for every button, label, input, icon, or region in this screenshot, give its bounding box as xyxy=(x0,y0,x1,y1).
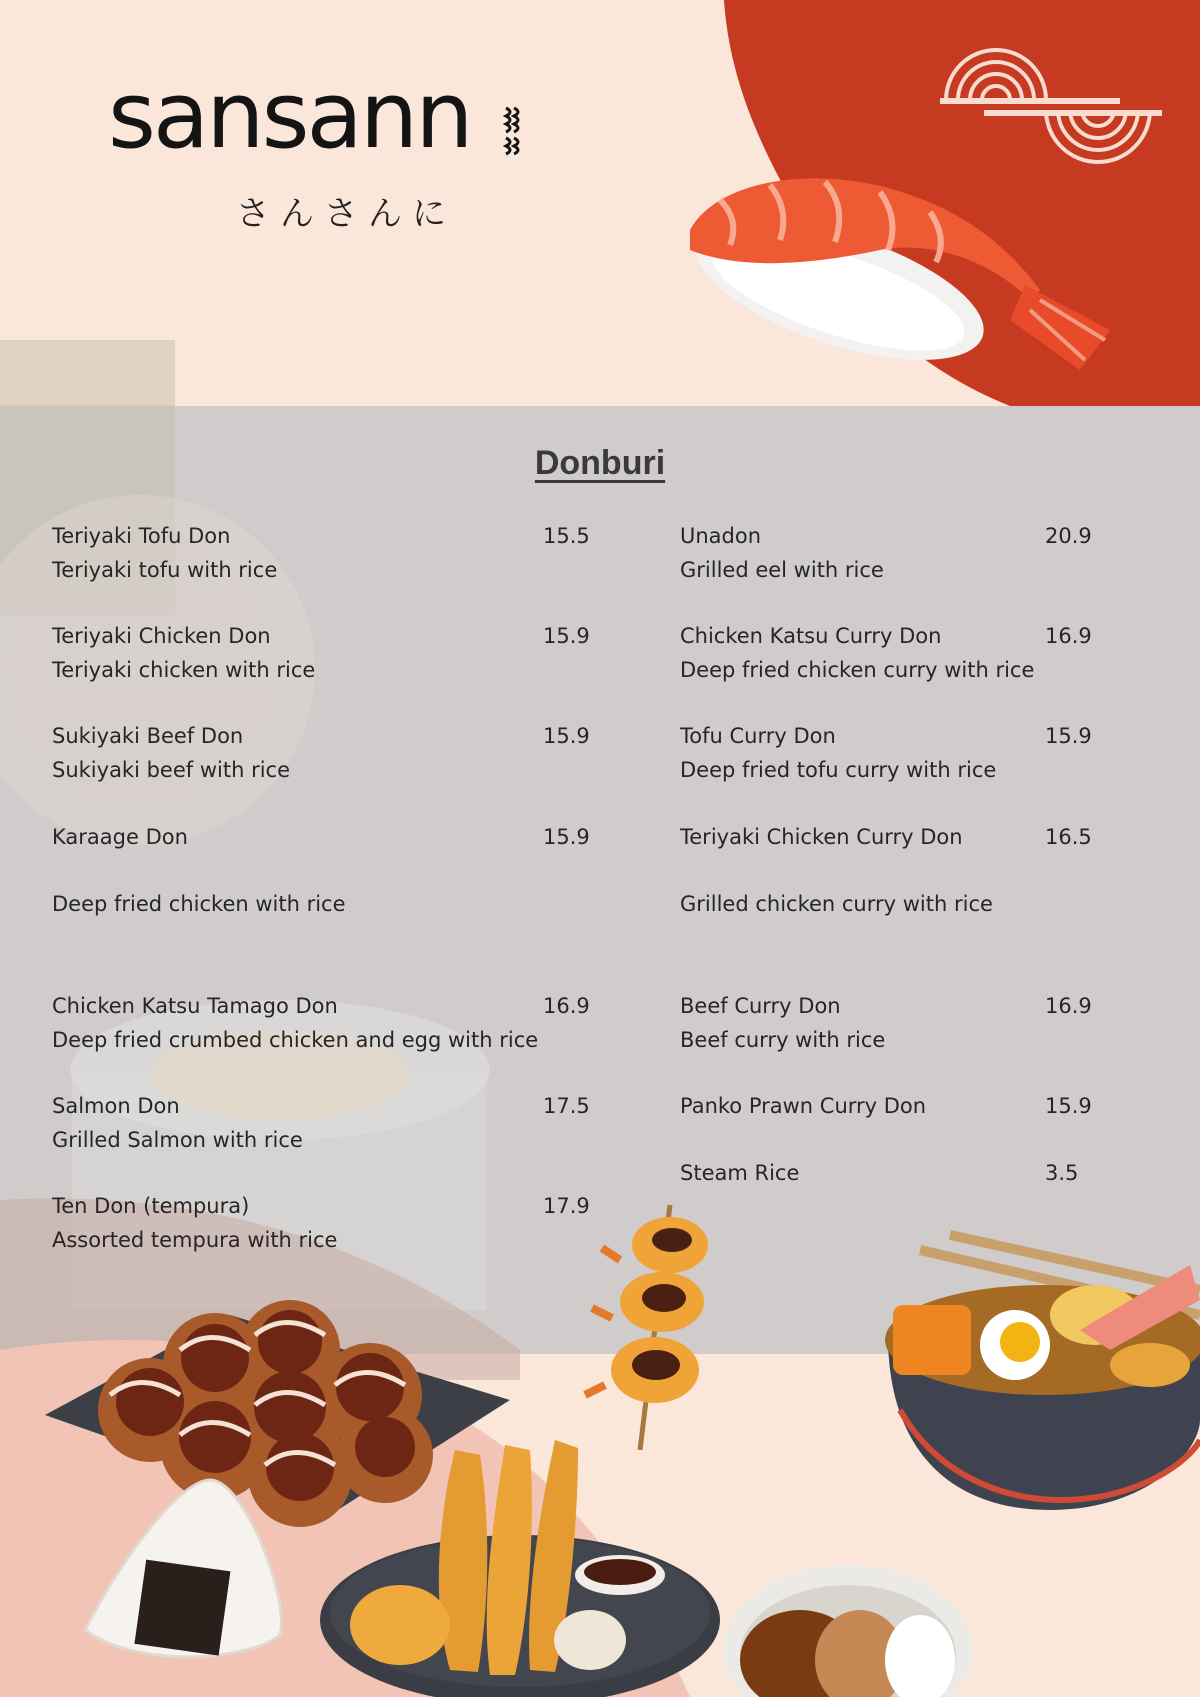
menu-item xyxy=(52,719,590,787)
menu-item-desc: Grilled eel with rice xyxy=(680,558,884,582)
menu-item-price: 15.5 xyxy=(543,524,590,548)
menu-item-desc: Deep fried chicken with rice xyxy=(52,892,346,916)
menu-item-desc: Beef curry with rice xyxy=(680,1028,886,1052)
menu-item xyxy=(680,820,1092,921)
shrimp-nigiri-icon xyxy=(680,170,1120,400)
menu-item-price: 15.9 xyxy=(543,724,590,748)
menu-item xyxy=(680,519,1092,587)
menu-item-desc: Grilled chicken curry with rice xyxy=(680,892,993,916)
menu-item-desc: Sukiyaki beef with rice xyxy=(52,758,291,782)
menu-item-name: Teriyaki Chicken Don xyxy=(52,624,271,648)
menu-item xyxy=(680,989,1092,1057)
menu-item-desc: Teriyaki tofu with rice xyxy=(52,558,278,582)
menu-item xyxy=(52,989,590,1057)
menu-item xyxy=(680,719,1092,787)
menu-item-price: 16.9 xyxy=(1045,624,1092,648)
menu-item-desc: Grilled Salmon with rice xyxy=(52,1128,303,1152)
menu-item-name: Sukiyaki Beef Don xyxy=(52,724,244,748)
menu-item-desc: Deep fried tofu curry with rice xyxy=(680,758,997,782)
menu-item-name: Unadon xyxy=(680,524,762,548)
menu-item-price: 15.9 xyxy=(543,825,590,849)
menu-item-name: Karaage Don xyxy=(52,825,188,849)
noodle-bowl-logo-icon xyxy=(936,40,1166,170)
menu-item-name: Teriyaki Tofu Don xyxy=(52,524,231,548)
menu-item-desc: Deep fried chicken curry with rice xyxy=(680,658,1035,682)
brand-logo-text: sansann xyxy=(108,62,471,169)
curry-rice-icon xyxy=(723,1565,973,1697)
menu-item xyxy=(52,619,590,687)
menu-item-price: 16.5 xyxy=(1045,825,1092,849)
logo-wave-icon xyxy=(502,104,526,162)
menu-item-name: Salmon Don xyxy=(52,1094,180,1118)
menu-item-price: 20.9 xyxy=(1045,524,1092,548)
oden-bowl-icon xyxy=(885,1235,1200,1510)
menu-item-name: Chicken Katsu Tamago Don xyxy=(52,994,338,1018)
menu-item-price: 15.9 xyxy=(543,624,590,648)
menu-item-name: Teriyaki Chicken Curry Don xyxy=(680,825,963,849)
food-illustrations xyxy=(0,1180,1200,1697)
menu-item-desc: Deep fried crumbed chicken and egg with rice xyxy=(52,1028,539,1052)
menu-item-price: 16.9 xyxy=(543,994,590,1018)
menu-item xyxy=(680,619,1092,687)
shrimp-skewer-icon xyxy=(585,1205,708,1450)
menu-item-price: 15.9 xyxy=(1045,1094,1092,1118)
menu-item-name: Tofu Curry Don xyxy=(680,724,836,748)
section-title: Donburi xyxy=(534,444,666,482)
menu-item-price: 16.9 xyxy=(1045,994,1092,1018)
brand-japanese-text: さんさんに xyxy=(236,194,456,234)
menu-item-name: Chicken Katsu Curry Don xyxy=(680,624,942,648)
menu-item-name: Ten Don (tempura) xyxy=(52,1194,250,1218)
menu-item-price: 17.9 xyxy=(543,1194,590,1218)
menu-item-price: 15.9 xyxy=(1045,724,1092,748)
menu-item-price: 3.5 xyxy=(1045,1161,1079,1185)
menu-item-name: Beef Curry Don xyxy=(680,994,841,1018)
menu-item-name: Steam Rice xyxy=(680,1161,800,1185)
menu-item xyxy=(52,519,590,587)
menu-item xyxy=(680,1089,1092,1123)
menu-item-name: Panko Prawn Curry Don xyxy=(680,1094,927,1118)
menu-item-price: 17.5 xyxy=(543,1094,590,1118)
menu-item xyxy=(52,820,590,921)
menu-item-desc: Assorted tempura with rice xyxy=(52,1228,338,1252)
menu-item xyxy=(52,1089,590,1157)
menu-item-desc: Teriyaki chicken with rice xyxy=(52,658,316,682)
